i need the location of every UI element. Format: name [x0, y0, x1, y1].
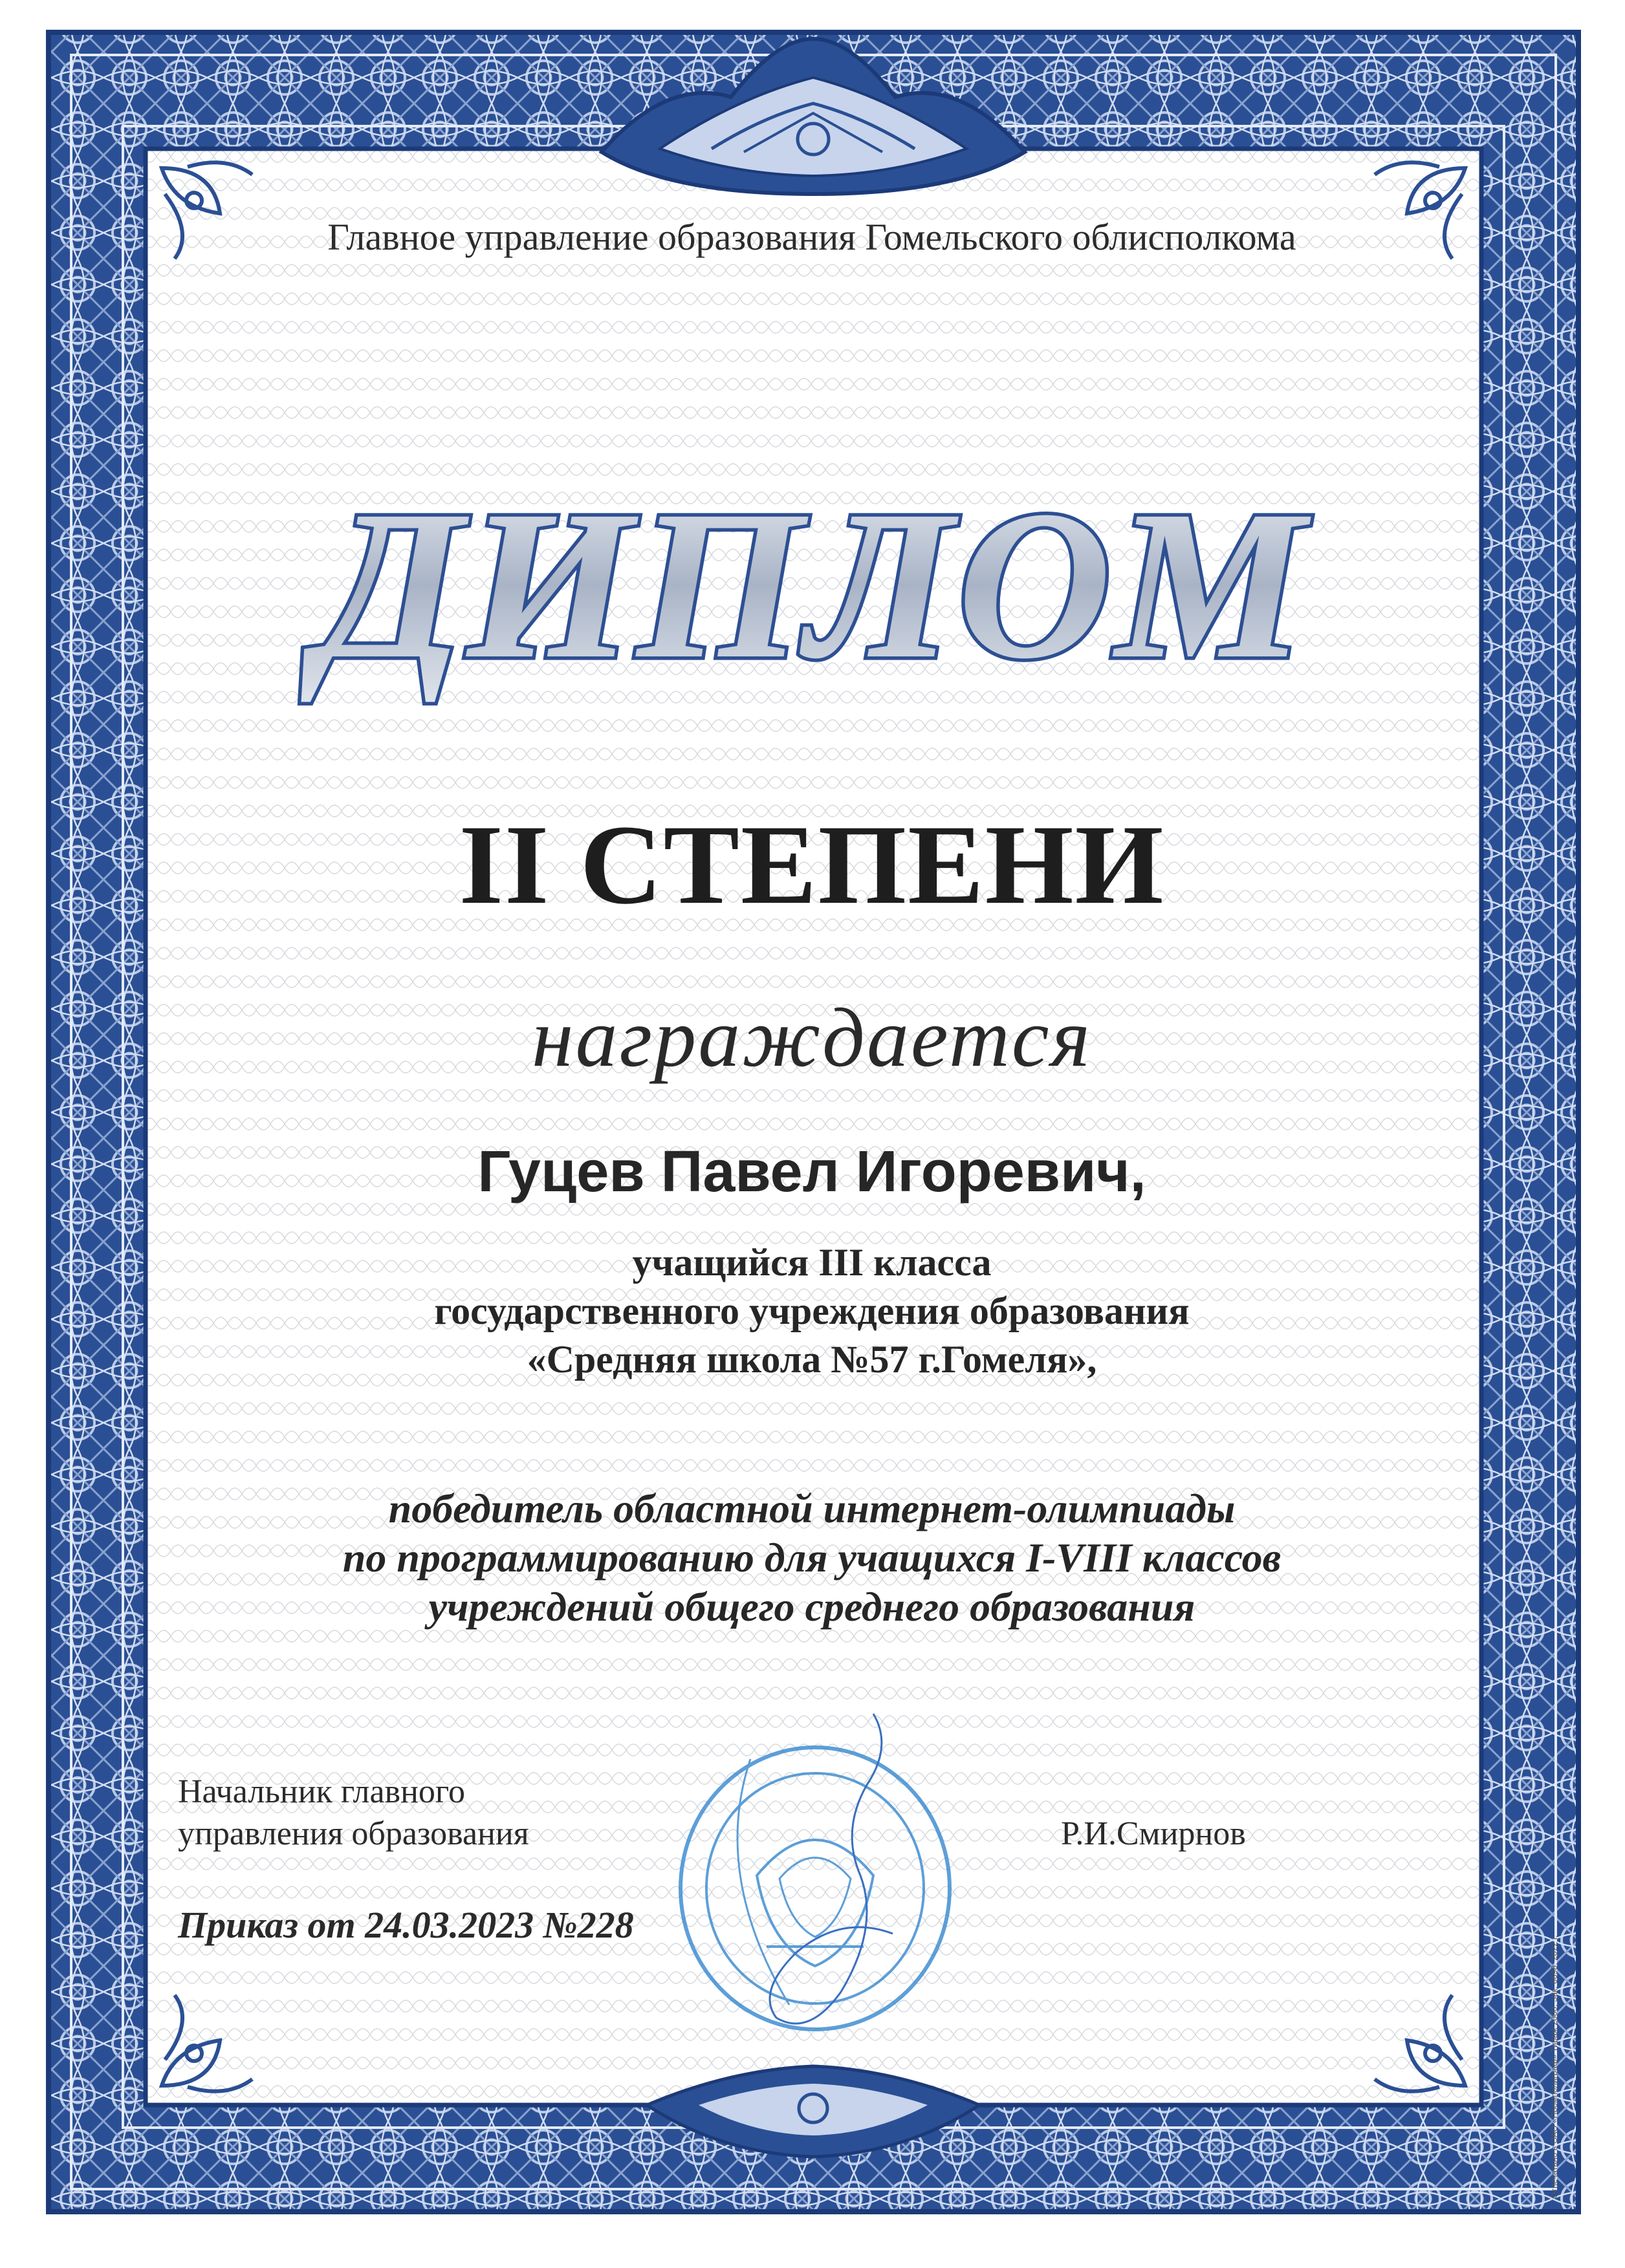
printer-note: Отпечатано в ОАО «Промполиграф» Тираж 2000. Зак. 6698. 2022 г. [1549, 1935, 1559, 2199]
order-reference: Приказ от 24.03.2023 №228 [178, 1904, 634, 1946]
recipient-name: Гуцев Павел Игоревич, [477, 1139, 1146, 1204]
signatory-position-line: управления образования [178, 1815, 529, 1852]
signatory-name: Р.И.Смирнов [1061, 1815, 1246, 1852]
achievement-line: победитель областной интернет-олимпиады [388, 1485, 1236, 1531]
awarded-text: награждается [532, 991, 1092, 1085]
signatory-position-line: Начальник главного [178, 1773, 465, 1810]
achievement-block [168, 1484, 1456, 1632]
issuer-line: Главное управление образования Гомельского облисполкома [327, 216, 1296, 258]
institution-block [168, 1238, 1456, 1384]
institution-line: учащийся III класса [632, 1241, 992, 1284]
degree-heading: II СТЕПЕНИ [459, 802, 1165, 928]
signatory-position [178, 1771, 529, 1855]
institution-line: государственного учреждения образования [434, 1290, 1190, 1332]
title: ДИПЛОМ [317, 467, 1309, 703]
achievement-line: по программированию для учащихся I-VIII классов [342, 1535, 1281, 1581]
achievement-line: учреждений общего среднего образования [428, 1584, 1195, 1630]
institution-line: «Средняя школа №57 г.Гомеля», [527, 1338, 1097, 1381]
